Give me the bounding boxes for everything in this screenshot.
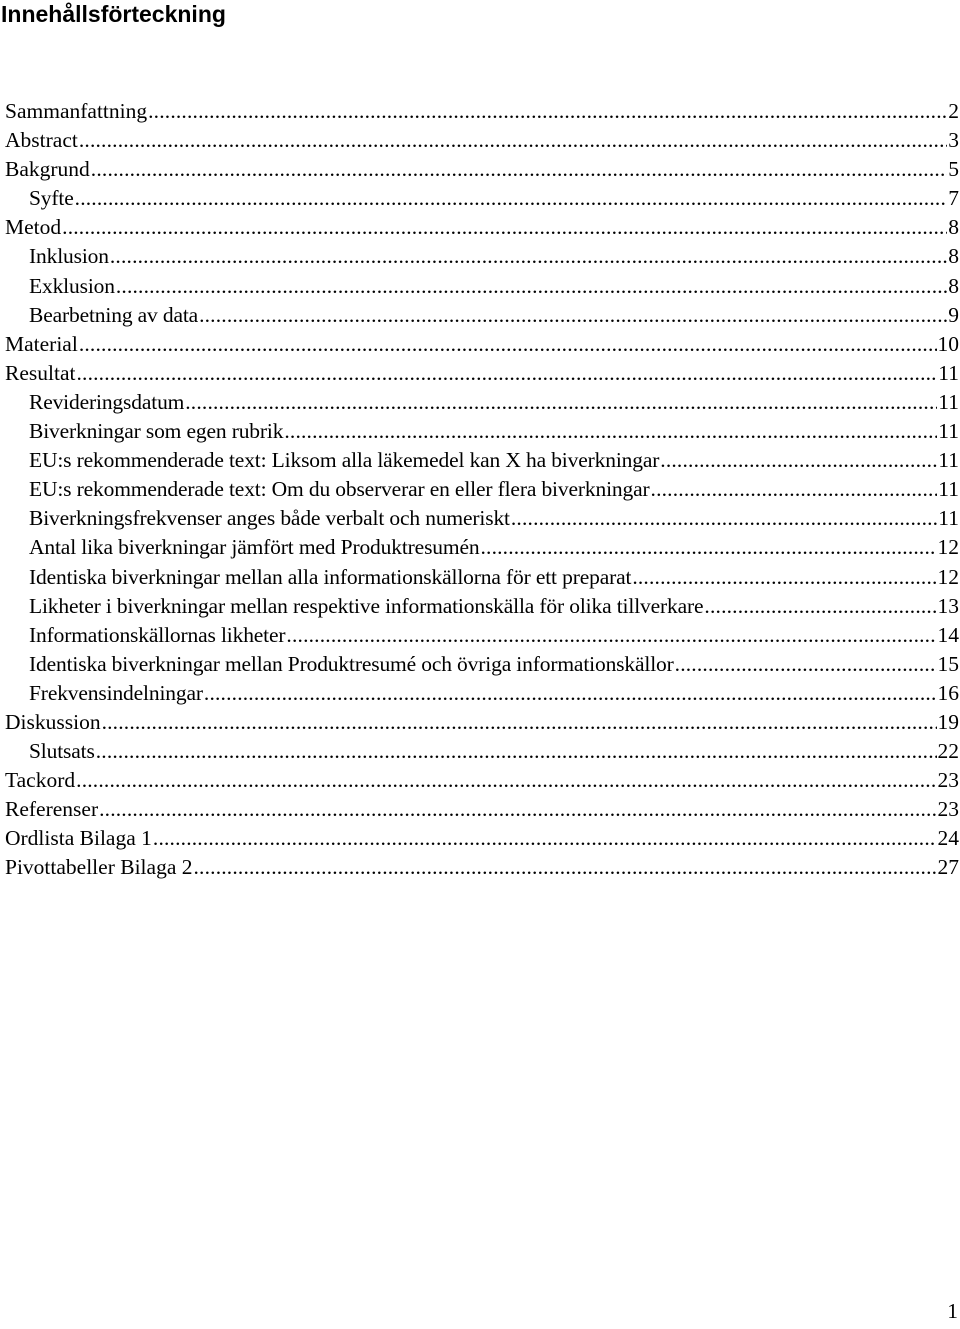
toc-dot-leader — [75, 184, 948, 213]
toc-entry-label: Sammanfattning — [5, 99, 148, 123]
toc-entry[interactable] — [5, 213, 959, 242]
toc-entry-label: Pivottabeller Bilaga 2 — [5, 855, 193, 880]
toc-entry[interactable] — [5, 97, 959, 126]
toc-dot-leader — [79, 330, 937, 359]
toc-entry-page: 11 — [938, 360, 959, 385]
toc-dot-leader — [199, 301, 947, 330]
toc-dot-leader — [286, 621, 936, 650]
toc-dot-leader — [704, 592, 936, 621]
toc-entry-label: Syfte — [29, 186, 74, 211]
toc-entry[interactable] — [5, 330, 959, 359]
toc-dot-leader — [632, 563, 936, 592]
table-of-contents — [5, 97, 959, 883]
toc-entry[interactable] — [5, 621, 959, 650]
toc-entry-label: Abstract — [5, 128, 78, 153]
toc-dot-leader — [79, 126, 947, 155]
toc-dot-leader — [153, 824, 937, 853]
toc-entry-page: 8 — [948, 215, 959, 240]
toc-entry-label: Antal lika biverkningar jämfört med Produktresumén — [29, 535, 480, 560]
toc-entry[interactable] — [5, 708, 959, 737]
toc-entry-label: Metod — [5, 215, 62, 240]
toc-dot-leader — [110, 242, 947, 271]
toc-entry-page: 27 — [937, 855, 959, 880]
toc-entry-label: Frekvensindelningar — [29, 680, 203, 705]
toc-entry-page: 24 — [937, 826, 959, 851]
toc-entry[interactable] — [5, 417, 959, 446]
toc-entry-label: Material — [5, 331, 78, 356]
toc-entry-label: Bearbetning av data — [29, 302, 199, 327]
toc-entry-page: 5 — [948, 157, 959, 182]
toc-entry[interactable] — [5, 737, 959, 766]
toc-entry[interactable] — [5, 155, 959, 184]
toc-entry-page: 23 — [937, 768, 959, 793]
toc-entry-label: Informationskällornas likheter — [29, 622, 286, 647]
toc-dot-leader — [76, 359, 937, 388]
toc-entry-label: Referenser — [5, 797, 99, 822]
toc-entry-label: Biverkningar som egen rubrik — [29, 419, 284, 444]
toc-dot-leader — [194, 853, 937, 882]
toc-dot-leader — [148, 97, 947, 126]
toc-entry[interactable] — [5, 795, 959, 824]
toc-entry-page: 19 — [937, 709, 959, 734]
toc-entry[interactable] — [5, 301, 959, 330]
toc-dot-leader — [204, 679, 937, 708]
toc-dot-leader — [480, 533, 936, 562]
toc-entry-page: 10 — [937, 331, 959, 356]
toc-entry-label: Revideringsdatum — [29, 389, 185, 414]
toc-dot-leader — [102, 708, 937, 737]
toc-entry[interactable] — [5, 766, 959, 795]
toc-dot-leader — [185, 388, 937, 417]
toc-entry[interactable] — [5, 824, 959, 853]
toc-entry-page: 8 — [948, 244, 959, 269]
toc-entry-label: EU:s rekommenderade text: Om du observerar en eller flera biverkningar — [29, 477, 650, 502]
toc-entry[interactable] — [5, 475, 959, 504]
toc-dot-leader — [76, 766, 936, 795]
toc-entry-label: Likheter i biverkningar mellan respektive informationskälla för olika tillverkare — [29, 593, 704, 618]
toc-entry-page: 3 — [948, 128, 959, 153]
toc-entry-page: 11 — [938, 389, 959, 414]
toc-entry-page: 11 — [938, 448, 959, 473]
toc-dot-leader — [511, 504, 937, 533]
toc-entry[interactable] — [5, 592, 959, 621]
toc-dot-leader — [99, 795, 936, 824]
toc-entry-page: 13 — [937, 593, 959, 618]
toc-entry-page: 7 — [948, 186, 959, 211]
toc-entry-page: 16 — [937, 680, 959, 705]
toc-entry[interactable] — [5, 650, 959, 679]
toc-entry[interactable] — [5, 853, 959, 882]
toc-heading: Innehållsförteckning — [1, 1, 226, 27]
toc-entry-label: Tackord — [5, 768, 76, 793]
toc-entry[interactable] — [5, 679, 959, 708]
page-number: 1 — [947, 1299, 958, 1323]
toc-entry[interactable] — [5, 446, 959, 475]
toc-dot-leader — [675, 650, 937, 679]
toc-entry-page: 22 — [937, 739, 959, 764]
toc-entry-label: Bakgrund — [5, 157, 90, 182]
toc-entry-label: Inklusion — [29, 244, 109, 269]
toc-entry-label: Identiska biverkningar mellan Produktresumé och övriga informationskällor — [29, 651, 674, 676]
toc-entry[interactable] — [5, 563, 959, 592]
toc-dot-leader — [284, 417, 937, 446]
toc-dot-leader — [660, 446, 937, 475]
toc-entry-label: Biverkningsfrekvenser anges både verbalt och numeriskt — [29, 506, 510, 531]
toc-entry[interactable] — [5, 533, 959, 562]
toc-dot-leader — [91, 155, 947, 184]
toc-entry-label: Identiska biverkningar mellan alla informationskällorna för ett preparat — [29, 564, 632, 589]
toc-entry-page: 11 — [938, 419, 959, 444]
toc-entry[interactable] — [5, 184, 959, 213]
toc-entry-page: 12 — [937, 535, 959, 560]
toc-dot-leader — [651, 475, 938, 504]
toc-entry-page: 11 — [938, 506, 959, 531]
toc-entry[interactable] — [5, 272, 959, 301]
toc-entry-label: Slutsats — [29, 739, 95, 764]
toc-entry-label: EU:s rekommenderade text: Liksom alla läkemedel kan X ha biverkningar — [29, 448, 660, 473]
toc-dot-leader — [62, 213, 947, 242]
toc-entry-label: Ordlista Bilaga 1 — [5, 826, 152, 851]
toc-entry[interactable] — [5, 388, 959, 417]
toc-entry-page: 14 — [937, 622, 959, 647]
toc-entry-label: Resultat — [5, 360, 76, 385]
toc-entry[interactable] — [5, 359, 959, 388]
toc-entry[interactable] — [5, 504, 959, 533]
toc-entry-label: Diskussion — [5, 709, 101, 734]
toc-entry-page: 12 — [937, 564, 959, 589]
toc-entry[interactable] — [5, 242, 959, 271]
toc-dot-leader — [96, 737, 937, 766]
toc-entry-page: 11 — [938, 477, 959, 502]
toc-entry-page: 9 — [948, 302, 959, 327]
toc-entry-page: 15 — [937, 651, 959, 676]
toc-entry-page: 23 — [937, 797, 959, 822]
toc-entry-label: Exklusion — [29, 273, 115, 298]
toc-entry[interactable] — [5, 126, 959, 155]
toc-dot-leader — [116, 272, 947, 301]
toc-entry-page: 8 — [948, 273, 959, 298]
toc-entry-page: 2 — [948, 99, 959, 123]
